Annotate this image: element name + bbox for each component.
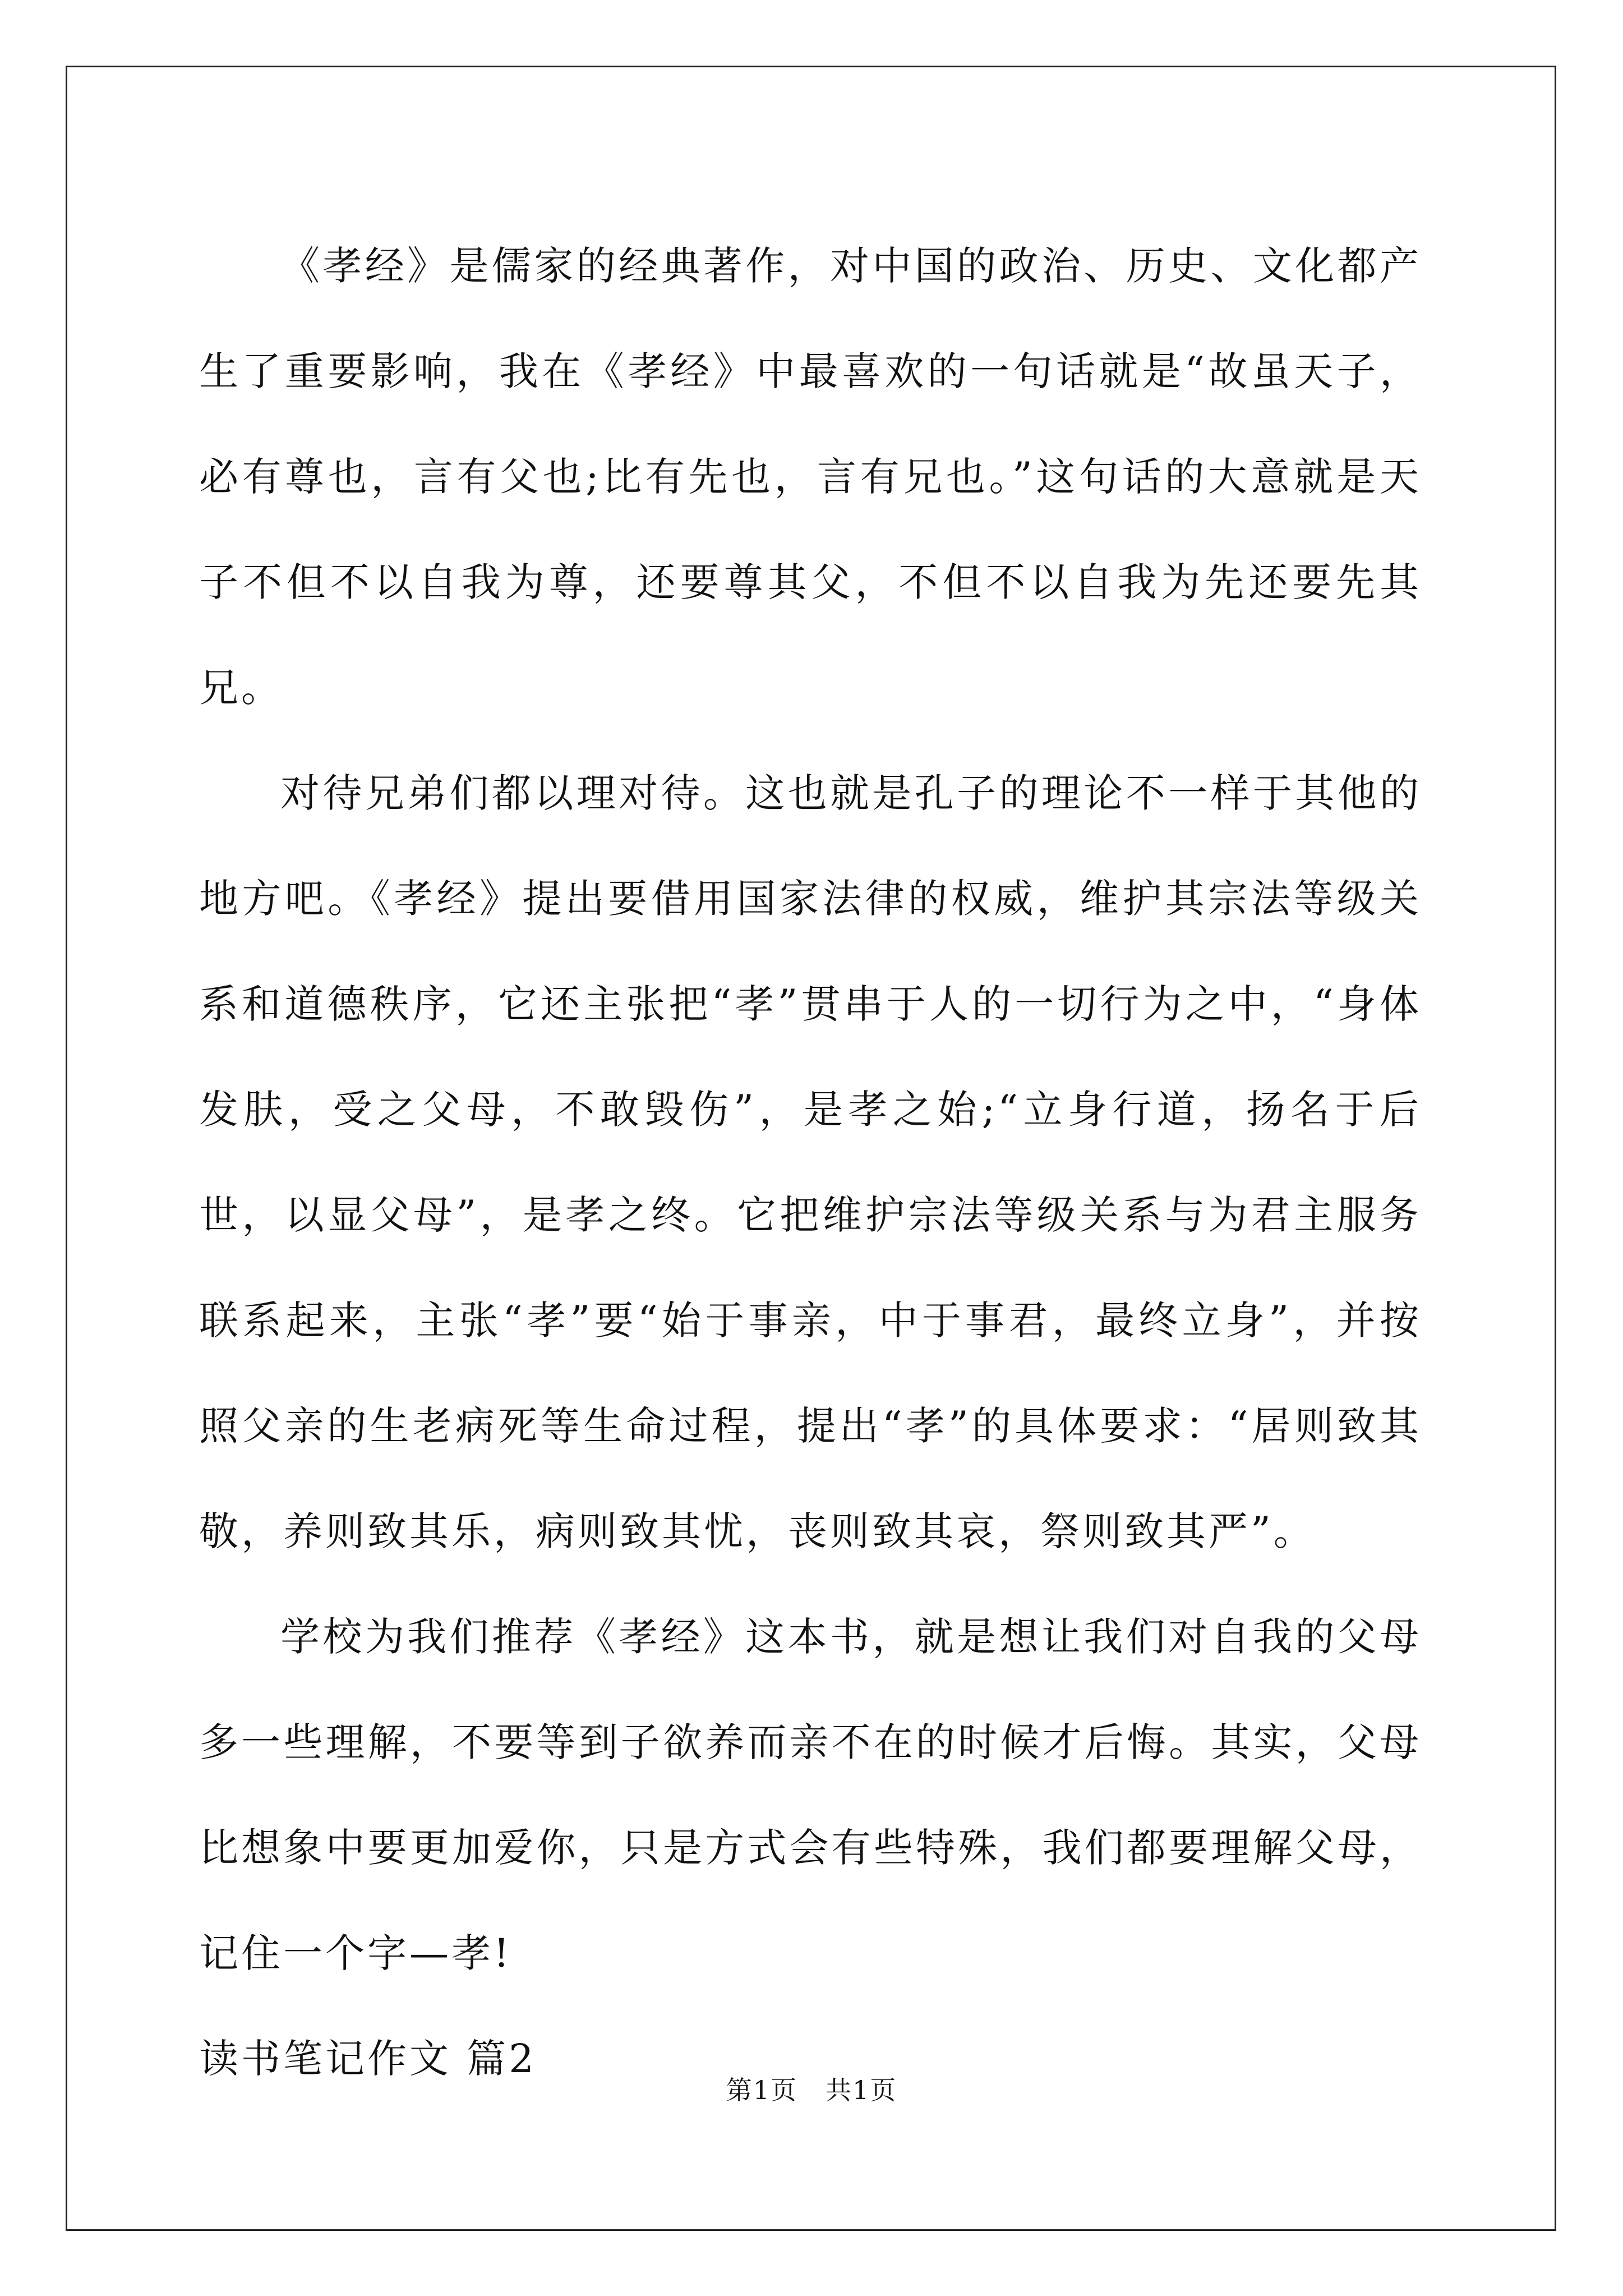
paragraph-3: 学校为我们推荐《孝经》这本书，就是想让我们对自我的父母多一些理解，不要等到子欲养而亲不在的时候才后悔。其实，父母比想象中要更加爱你，只是方式会有些特殊，我们都要理解父母，记住一个字—孝!: [199, 1614, 1422, 1976]
page-total: 共1页: [825, 2075, 897, 2105]
paragraph-2: 对待兄弟们都以理对待。这也就是孔子的理论不一样于其他的地方吧。《孝经》提出要借用国家法律的权威，维护其宗法等级关系和道德秩序，它还主张把“孝”贯串于人的一切行为之中，“身体发肤，受之父母，不敢毁伤”，是孝之始;“立身行道，扬名于后世，以显父母”，是孝之终。它把维护宗法等级关系与为君主服务联系起来，主张“孝”要“始于事亲，中于事君，最终立身”，并按照父亲的生老病死等生命过程，提出“孝”的具体要求：“居则致其敬，养则致其乐，病则致其忧，丧则致其哀，祭则致其严”。: [199, 770, 1422, 1554]
section-heading: 读书笔记作文 篇2: [199, 2036, 537, 2082]
paragraph-1: 《孝经》是儒家的经典著作，对中国的政治、历史、文化都产生了重要影响，我在《孝经》中最喜欢的一句话就是“故虽天子，必有尊也，言有父也;比有先也，言有兄也。”这句话的大意就是天子不但不以自我为尊，还要尊其父，不但不以自我为先还要先其兄。: [199, 243, 1422, 711]
document-body: [199, 213, 1422, 2111]
page-footer: [0, 2070, 1623, 2107]
page-number: 第1页: [726, 2075, 798, 2105]
